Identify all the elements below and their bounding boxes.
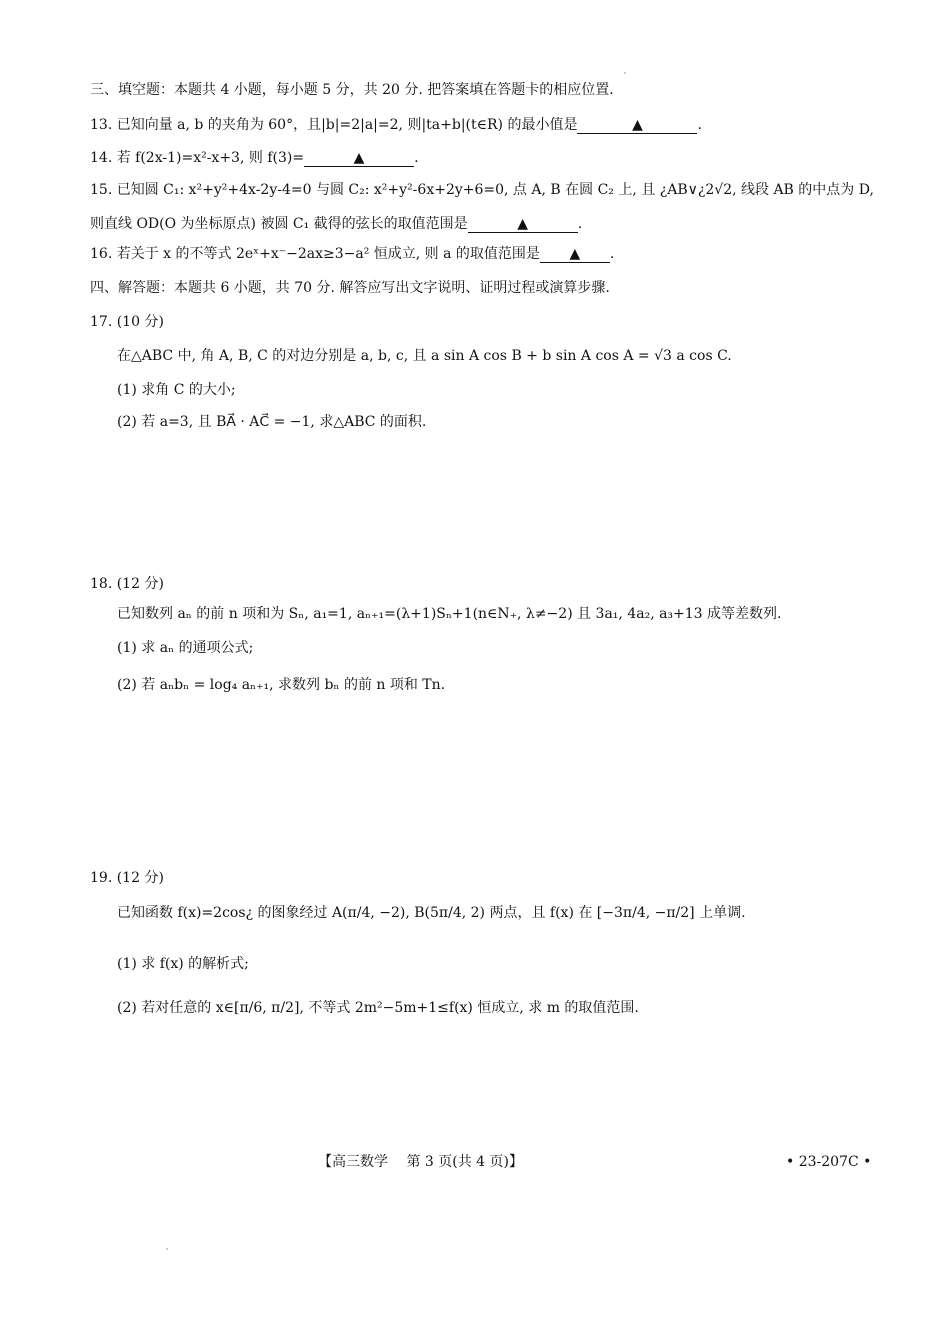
question-17-title: 17. (10 分)	[90, 314, 164, 330]
question-13-text: 13. 已知向量 a, b 的夹角为 60°，且|b|=2|a|=2, 则|ta+b|(t∈R) 的最小值是	[90, 117, 578, 133]
page-code: • 23-207C •	[786, 1154, 872, 1170]
question-19-part-2: (2) 若对任意的 x∈[π/6, π/2], 不等式 2m²−5m+1≤f(x) 恒成立, 求 m 的取值范围.	[117, 1000, 639, 1016]
answer-mark-icon: ▲	[569, 246, 581, 262]
question-18-title: 18. (12 分)	[90, 576, 164, 592]
question-16-text: 16. 若关于 x 的不等式 2eˣ+x⁻−2ax≥3−a² 恒成立, 则 a 的取值范围是	[90, 246, 540, 262]
section-4-heading: 四、解答题：本题共 6 小题，共 70 分. 解答应写出文字说明、证明过程或演算步骤.	[90, 280, 610, 296]
page-footer: 【高三数学 第 3 页(共 4 页)】	[318, 1154, 523, 1170]
question-18-stem: 已知数列 aₙ 的前 n 项和为 Sₙ, a₁=1, aₙ₊₁=(λ+1)Sₙ+1(n∈N₊, λ≠−2) 且 3a₁, 4a₂, a₃+13 成等差数列.	[117, 606, 782, 622]
question-19-stem: 已知函数 f(x)=2cos¿ 的图象经过 A(π/4, −2), B(5π/4, 2) 两点，且 f(x) 在 [−3π/4, −π/2] 上单调.	[117, 905, 746, 921]
scan-speck	[624, 72, 626, 74]
answer-blank-16	[540, 246, 610, 263]
answer-blank-14	[304, 150, 414, 167]
scan-speck	[166, 1248, 168, 1250]
question-13	[90, 115, 702, 135]
question-17-part-2: (2) 若 a=3, 且 BA⃗ · AC⃗ = −1, 求△ABC 的面积.	[117, 414, 427, 430]
question-14	[90, 148, 419, 168]
question-18-part-1: (1) 求 aₙ 的通项公式;	[117, 640, 254, 656]
question-19-title: 19. (12 分)	[90, 870, 164, 886]
question-17-part-1: (1) 求角 C 的大小;	[117, 382, 236, 398]
answer-blank-13	[577, 117, 697, 134]
answer-mark-icon: ▲	[632, 117, 643, 133]
answer-blank-15	[468, 216, 578, 233]
answer-mark-icon: ▲	[353, 150, 365, 166]
question-15-line-2	[90, 214, 582, 234]
question-15-line-2-text: 则直线 OD(O 为坐标原点) 被圆 C₁ 截得的弦长的取值范围是	[90, 216, 468, 232]
question-18-part-2: (2) 若 aₙbₙ = log₄ aₙ₊₁, 求数列 bₙ 的前 n 项和 Tn.	[117, 677, 446, 693]
question-16-end: .	[609, 246, 615, 262]
question-13-end: .	[697, 117, 702, 133]
question-17-stem: 在△ABC 中, 角 A, B, C 的对边分别是 a, b, c, 且 a sin A cos B + b sin A cos A = √3 a cos C.	[117, 348, 732, 364]
answer-mark-icon: ▲	[517, 216, 529, 232]
question-15-line-1: 15. 已知圆 C₁: x²+y²+4x-2y-4=0 与圆 C₂: x²+y²-6x+2y+6=0, 点 A, B 在圆 C₂ 上, 且 ¿AB∨¿2√2, 线段 AB 的中点为 D,	[90, 182, 874, 198]
question-14-end: .	[414, 150, 419, 166]
question-15-end: .	[577, 216, 583, 232]
question-16	[90, 244, 614, 264]
section-3-heading: 三、填空题：本题共 4 小题，每小题 5 分，共 20 分. 把答案填在答题卡的相应位置.	[90, 82, 614, 98]
question-14-text: 14. 若 f(2x-1)=x²-x+3, 则 f(3)=	[90, 150, 305, 166]
question-19-part-1: (1) 求 f(x) 的解析式;	[117, 956, 249, 972]
